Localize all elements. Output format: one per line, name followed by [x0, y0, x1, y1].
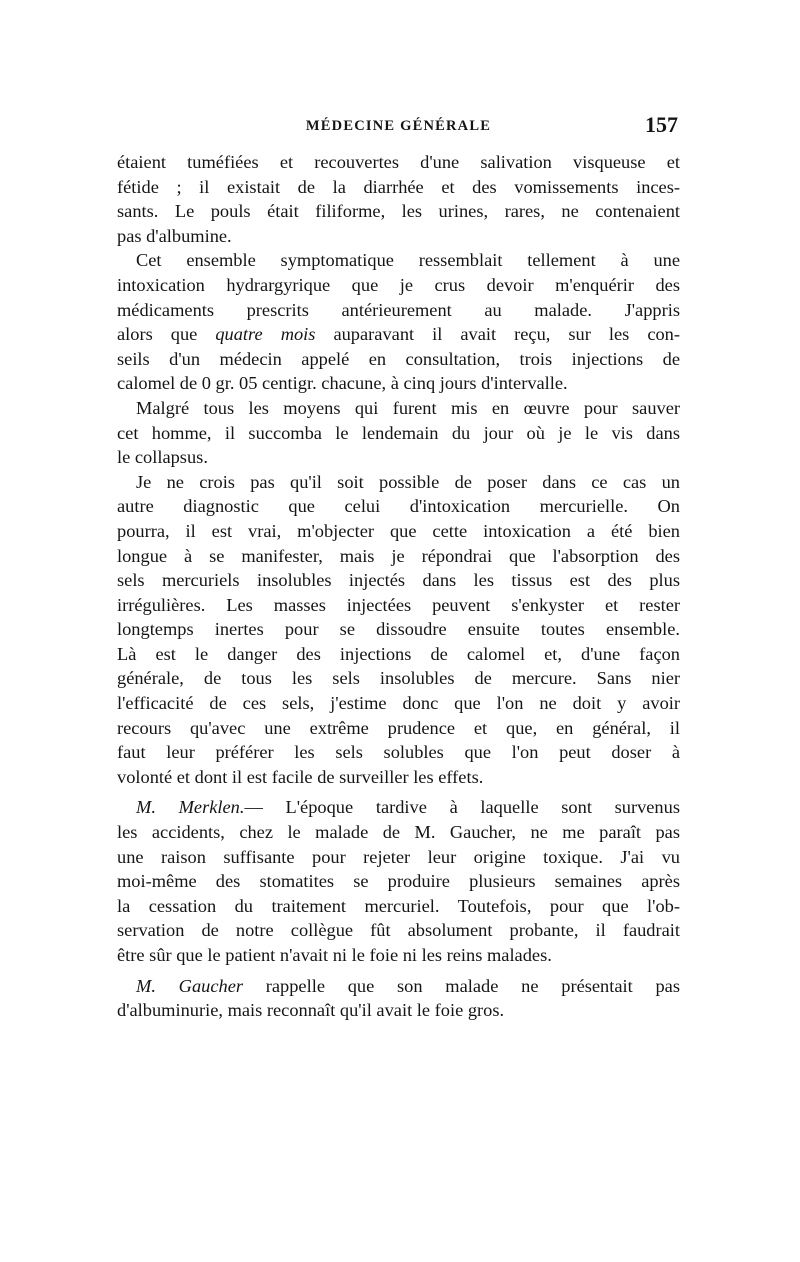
text-line-mixed	[117, 322, 680, 347]
text-line: générale, de tous les sels insolubles de mercure. Sans nier	[117, 668, 680, 689]
text-line: sants. Le pouls était filiforme, les urines, rares, ne contenaient	[117, 201, 680, 222]
page-number: 157	[645, 112, 678, 137]
text-line: étaient tuméfiées et recouvertes d'une salivation visqueuse et	[117, 152, 680, 172]
text-line: calomel de 0 gr. 05 centigr. chacune, à cinq jours d'intervalle.	[117, 373, 568, 394]
text-line: intoxication hydrargyrique que je crus devoir m'enquérir des	[117, 274, 680, 295]
running-title: MÉDECINE GÉNÉRALE	[305, 118, 492, 134]
text-line: cet homme, il succomba le lendemain du jour où je le vis dans	[117, 422, 680, 443]
text-segment: alors que	[117, 324, 216, 345]
text-line: volonté et dont il est facile de surveiller les effets.	[117, 766, 484, 787]
text-line: irrégulières. Les masses injectées peuvent s'enkyster et rester	[117, 594, 680, 615]
text-line: Je ne crois pas qu'il soit possible de poser dans ce cas un	[136, 471, 680, 492]
paragraph	[117, 150, 680, 248]
text-segment: auparavant il avait reçu, sur les con-	[315, 324, 680, 345]
speaker-name: M. Merklen.	[136, 797, 245, 818]
text-line: longue à se manifester, mais je répondrai que l'absorption des	[117, 545, 680, 566]
text-line: être sûr que le patient n'avait ni le foie ni les reins malades.	[117, 945, 552, 965]
text-line: seils d'un médecin appelé en consultation, trois injections de	[117, 348, 680, 369]
running-header	[117, 112, 680, 142]
text-line: une raison suffisante pour rejeter leur origine toxique. J'ai vu	[117, 846, 680, 867]
text-segment: rappelle que son malade ne présentait pas	[243, 975, 680, 996]
text-line: fétide ; il existait de la diarrhée et des vomissements inces-	[117, 176, 680, 197]
text-line: Malgré tous les moyens qui furent mis en œuvre pour sauver	[136, 397, 680, 418]
text-line: Là est le danger des injections de calomel et, d'une façon	[117, 643, 680, 664]
text-line: médicaments prescrits antérieurement au malade. J'appris	[117, 299, 680, 320]
paragraph	[117, 795, 680, 967]
text-line: Cet ensemble symptomatique ressemblait tellement à une	[136, 250, 680, 271]
text-line: recours qu'avec une extrême prudence et que, en général, il	[117, 717, 680, 738]
italic-phrase: quatre mois	[215, 324, 316, 345]
text-line: moi-même des stomatites se produire plusieurs semaines après	[117, 871, 680, 892]
text-segment: — L'époque tardive à laquelle sont survenus	[244, 797, 680, 818]
text-line: les accidents, chez le malade de M. Gaucher, ne me paraît pas	[117, 822, 680, 843]
text-line: sels mercuriels insolubles injectés dans les tissus est des plus	[117, 570, 680, 591]
text-line: servation de notre collègue fût absolument probante, il faudrait	[117, 920, 680, 941]
paragraph	[117, 248, 680, 396]
speaker-name: M. Gaucher	[136, 975, 244, 996]
paragraph	[117, 470, 680, 790]
text-line-mixed	[117, 974, 680, 999]
text-line: longtemps inertes pour se dissoudre ensuite toutes ensemble.	[117, 619, 680, 640]
text-line: pourra, il est vrai, m'objecter que cette intoxication a été bien	[117, 520, 680, 541]
text-line: l'efficacité de ces sels, j'estime donc que l'on ne doit y avoir	[117, 693, 680, 714]
text-line: d'albuminurie, mais reconnaît qu'il avait le foie gros.	[117, 1000, 505, 1021]
text-line: pas d'albumine.	[117, 225, 232, 246]
paragraph	[117, 396, 680, 470]
body-text	[117, 150, 680, 1023]
text-line: la cessation du traitement mercuriel. Toutefois, pour que l'ob-	[117, 895, 680, 916]
text-line-mixed	[117, 795, 680, 820]
text-line: autre diagnostic que celui d'intoxication mercurielle. On	[117, 496, 680, 517]
paragraph	[117, 974, 680, 1023]
text-line: faut leur préférer les sels solubles que l'on peut doser à	[117, 742, 680, 763]
text-line: le collapsus.	[117, 447, 208, 468]
